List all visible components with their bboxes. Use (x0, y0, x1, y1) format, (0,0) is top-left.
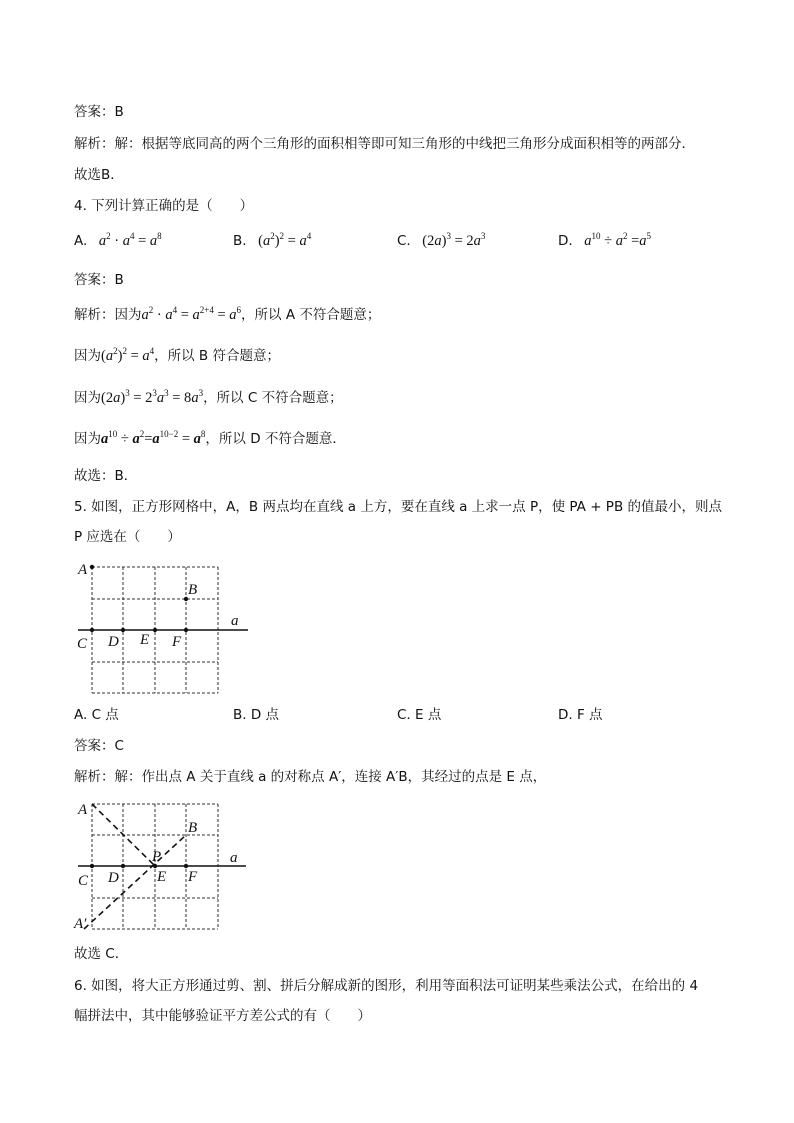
q6-question-line1: 6. 如图，将大正方形通过剪、割、拼后分解成新的图形，利用等面积法可证明某些乘法公式，在给出的 4 (74, 978, 699, 994)
point-c (90, 864, 94, 868)
label-a: A (78, 562, 88, 578)
analysis-prefix-2: 因为 (74, 348, 101, 364)
option-letter: C. (397, 233, 411, 249)
analysis-prefix-3: 因为 (74, 390, 101, 406)
label-c: C (77, 636, 88, 652)
q5-option-a: A. C 点 (74, 707, 119, 723)
label-d: D (108, 634, 119, 650)
point-a (90, 565, 94, 569)
label-line-a: a (230, 850, 238, 866)
segment-a-prime-b (84, 835, 186, 929)
option-a-formula: $a^2 \cdot a^4 = a^8$ (98, 231, 162, 249)
option-letter: D. (558, 233, 573, 249)
q4-analysis-line1 (74, 306, 380, 324)
analysis-suffix-1: ，所以 A 不符合题意； (241, 307, 381, 323)
label-b: B (188, 582, 198, 598)
label-p: P (152, 849, 162, 865)
q4-question: 4. 下列计算正确的是（ ） (74, 198, 254, 214)
label-d: D (108, 870, 119, 886)
analysis-prefix-4: 因为 (74, 431, 101, 447)
q5-grid-diagram (70, 558, 260, 698)
q4-option-a (74, 232, 162, 250)
label-a-prime: A′ (74, 916, 87, 932)
analysis-suffix-2: ，所以 B 符合题意； (154, 348, 280, 364)
q5-choose: 故选 C． (74, 946, 129, 962)
analysis-formula-3: $(2a)^3 = 2^3a^3 = 8a^3$ (101, 388, 204, 406)
label-b: B (188, 820, 198, 836)
point-d (121, 864, 125, 868)
option-letter: A. (74, 233, 88, 249)
q5-question-line2: P 应选在（ ） (74, 529, 181, 545)
q3-answer: 答案：B (74, 104, 124, 120)
option-b-formula: $(a^2)^2 = a^4$ (250, 231, 312, 249)
q5-answer: 答案：C (74, 738, 124, 754)
label-c: C (78, 873, 89, 889)
q5-solution-diagram (70, 796, 260, 936)
q4-analysis-line3 (74, 389, 343, 407)
point-d (121, 628, 125, 632)
label-a: A (78, 802, 88, 818)
point-e (153, 628, 157, 632)
label-e: E (157, 869, 167, 885)
point-c (90, 628, 94, 632)
q4-choose: 故选：B． (74, 468, 138, 484)
q4-analysis-line2 (74, 347, 280, 365)
q4-option-d (558, 232, 651, 250)
analysis-formula-1: $a^2 \cdot a^4 = a^{2+4} = a^6$ (141, 305, 242, 323)
q4-option-c (397, 232, 485, 250)
analysis-prefix: 解析：因为 (74, 307, 142, 323)
q5-question-line1: 5. 如图，正方形网格中，A，B 两点均在直线 a 上方，要在直线 a 上求一点 P，使 PA + PB 的值最小，则点 (74, 499, 722, 515)
option-d-formula: $a^{10} \div a^2 =a^5$ (584, 231, 652, 249)
q4-answer: 答案：B (74, 272, 124, 288)
analysis-formula-4: $a^{10} \div a^2=a^{10-2} = a^8$ (101, 429, 206, 447)
q5-option-c: C. E 点 (397, 707, 442, 723)
q4-option-b (233, 232, 311, 250)
option-c-formula: $(2a)^3 = 2a^3$ (415, 231, 486, 249)
point-f (184, 864, 188, 868)
analysis-suffix-4: ，所以 D 不符合题意． (205, 431, 346, 447)
analysis-suffix-3: ，所以 C 不符合题意； (203, 390, 343, 406)
q5-option-b: B. D 点 (233, 707, 280, 723)
point-f (184, 628, 188, 632)
q3-analysis: 解析：解：根据等底同高的两个三角形的面积相等即可知三角形的中线把三角形分成面积相等的两部分． (74, 136, 695, 152)
label-f: F (172, 634, 182, 650)
q6-question-line2: 幅拼法中，其中能够验证平方差公式的有（ ） (74, 1008, 371, 1024)
label-f: F (188, 869, 198, 885)
label-e: E (140, 632, 150, 648)
q5-analysis: 解析：解：作出点 A 关于直线 a 的对称点 A′，连接 A′B，其经过的点是 E 点， (74, 769, 547, 785)
option-letter: B. (233, 233, 247, 249)
q5-option-d: D. F 点 (558, 707, 603, 723)
q4-analysis-line4 (74, 430, 346, 448)
analysis-formula-2: $(a^2)^2 = a^4$ (101, 346, 155, 364)
q3-choose: 故选B． (74, 167, 124, 183)
label-line-a: a (231, 613, 239, 629)
